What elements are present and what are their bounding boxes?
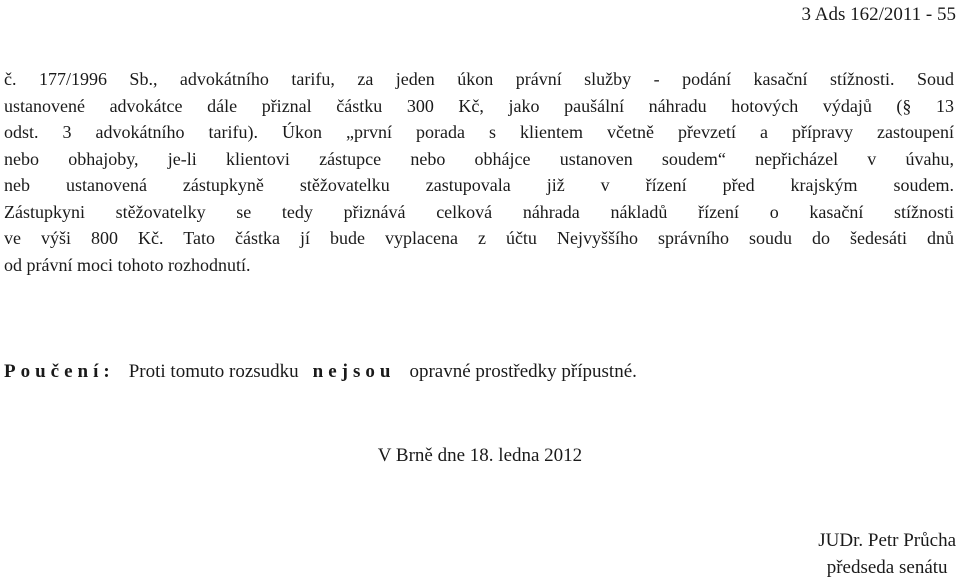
instruction-label: Poučení: — [4, 361, 115, 382]
paragraph-line: nebo obhajoby, je-li klientovi zástupce nebo obhájce ustanoven soudem“ nepřicházel v úvahu, — [4, 148, 954, 169]
instruction-text-after: opravné prostředky přípustné. — [409, 361, 637, 382]
paragraph-line: odst. 3 advokátního tarifu). Úkon „první porada s klientem včetně převzetí a přípravy zastoupení — [4, 122, 954, 142]
paragraph-line: Zástupkyni stěžovatelky se tedy přiznává celková náhrada nákladů řízení o kasační stížnosti — [4, 201, 954, 222]
instruction-emphasis: nejsou — [312, 361, 396, 382]
paragraph-line: č. 177/1996 Sb., advokátního tarifu, za jeden úkon právní služby - podání kasační stížnosti. Soud — [4, 69, 954, 89]
signature-block — [818, 527, 956, 581]
place-and-date: V Brně dne 18. ledna 2012 — [377, 445, 583, 466]
paragraph-line: od právní moci tohoto rozhodnutí. — [4, 254, 251, 275]
case-number: 3 Ads 162/2011 - 55 — [801, 4, 956, 25]
paragraph-line: ve výši 800 Kč. Tato částka jí bude vyplacena z účtu Nejvyššího správního soudu do šedesáti dnů — [4, 228, 954, 248]
signatory-name: JUDr. Petr Průcha — [818, 530, 956, 551]
signatory-title: předseda senátu — [826, 557, 948, 578]
reasoning-paragraph — [4, 66, 954, 278]
paragraph-line: neb ustanovená zástupkyně stěžovatelku zastupovala již v řízení před krajským soudem. — [4, 175, 954, 195]
paragraph-line: ustanovené advokátce dále přiznal částku 300 Kč, jako paušální náhradu hotových výdajů (§ 13 — [4, 95, 954, 116]
appeal-instruction — [4, 359, 637, 385]
instruction-text-before: Proti tomuto rozsudku — [128, 361, 299, 382]
